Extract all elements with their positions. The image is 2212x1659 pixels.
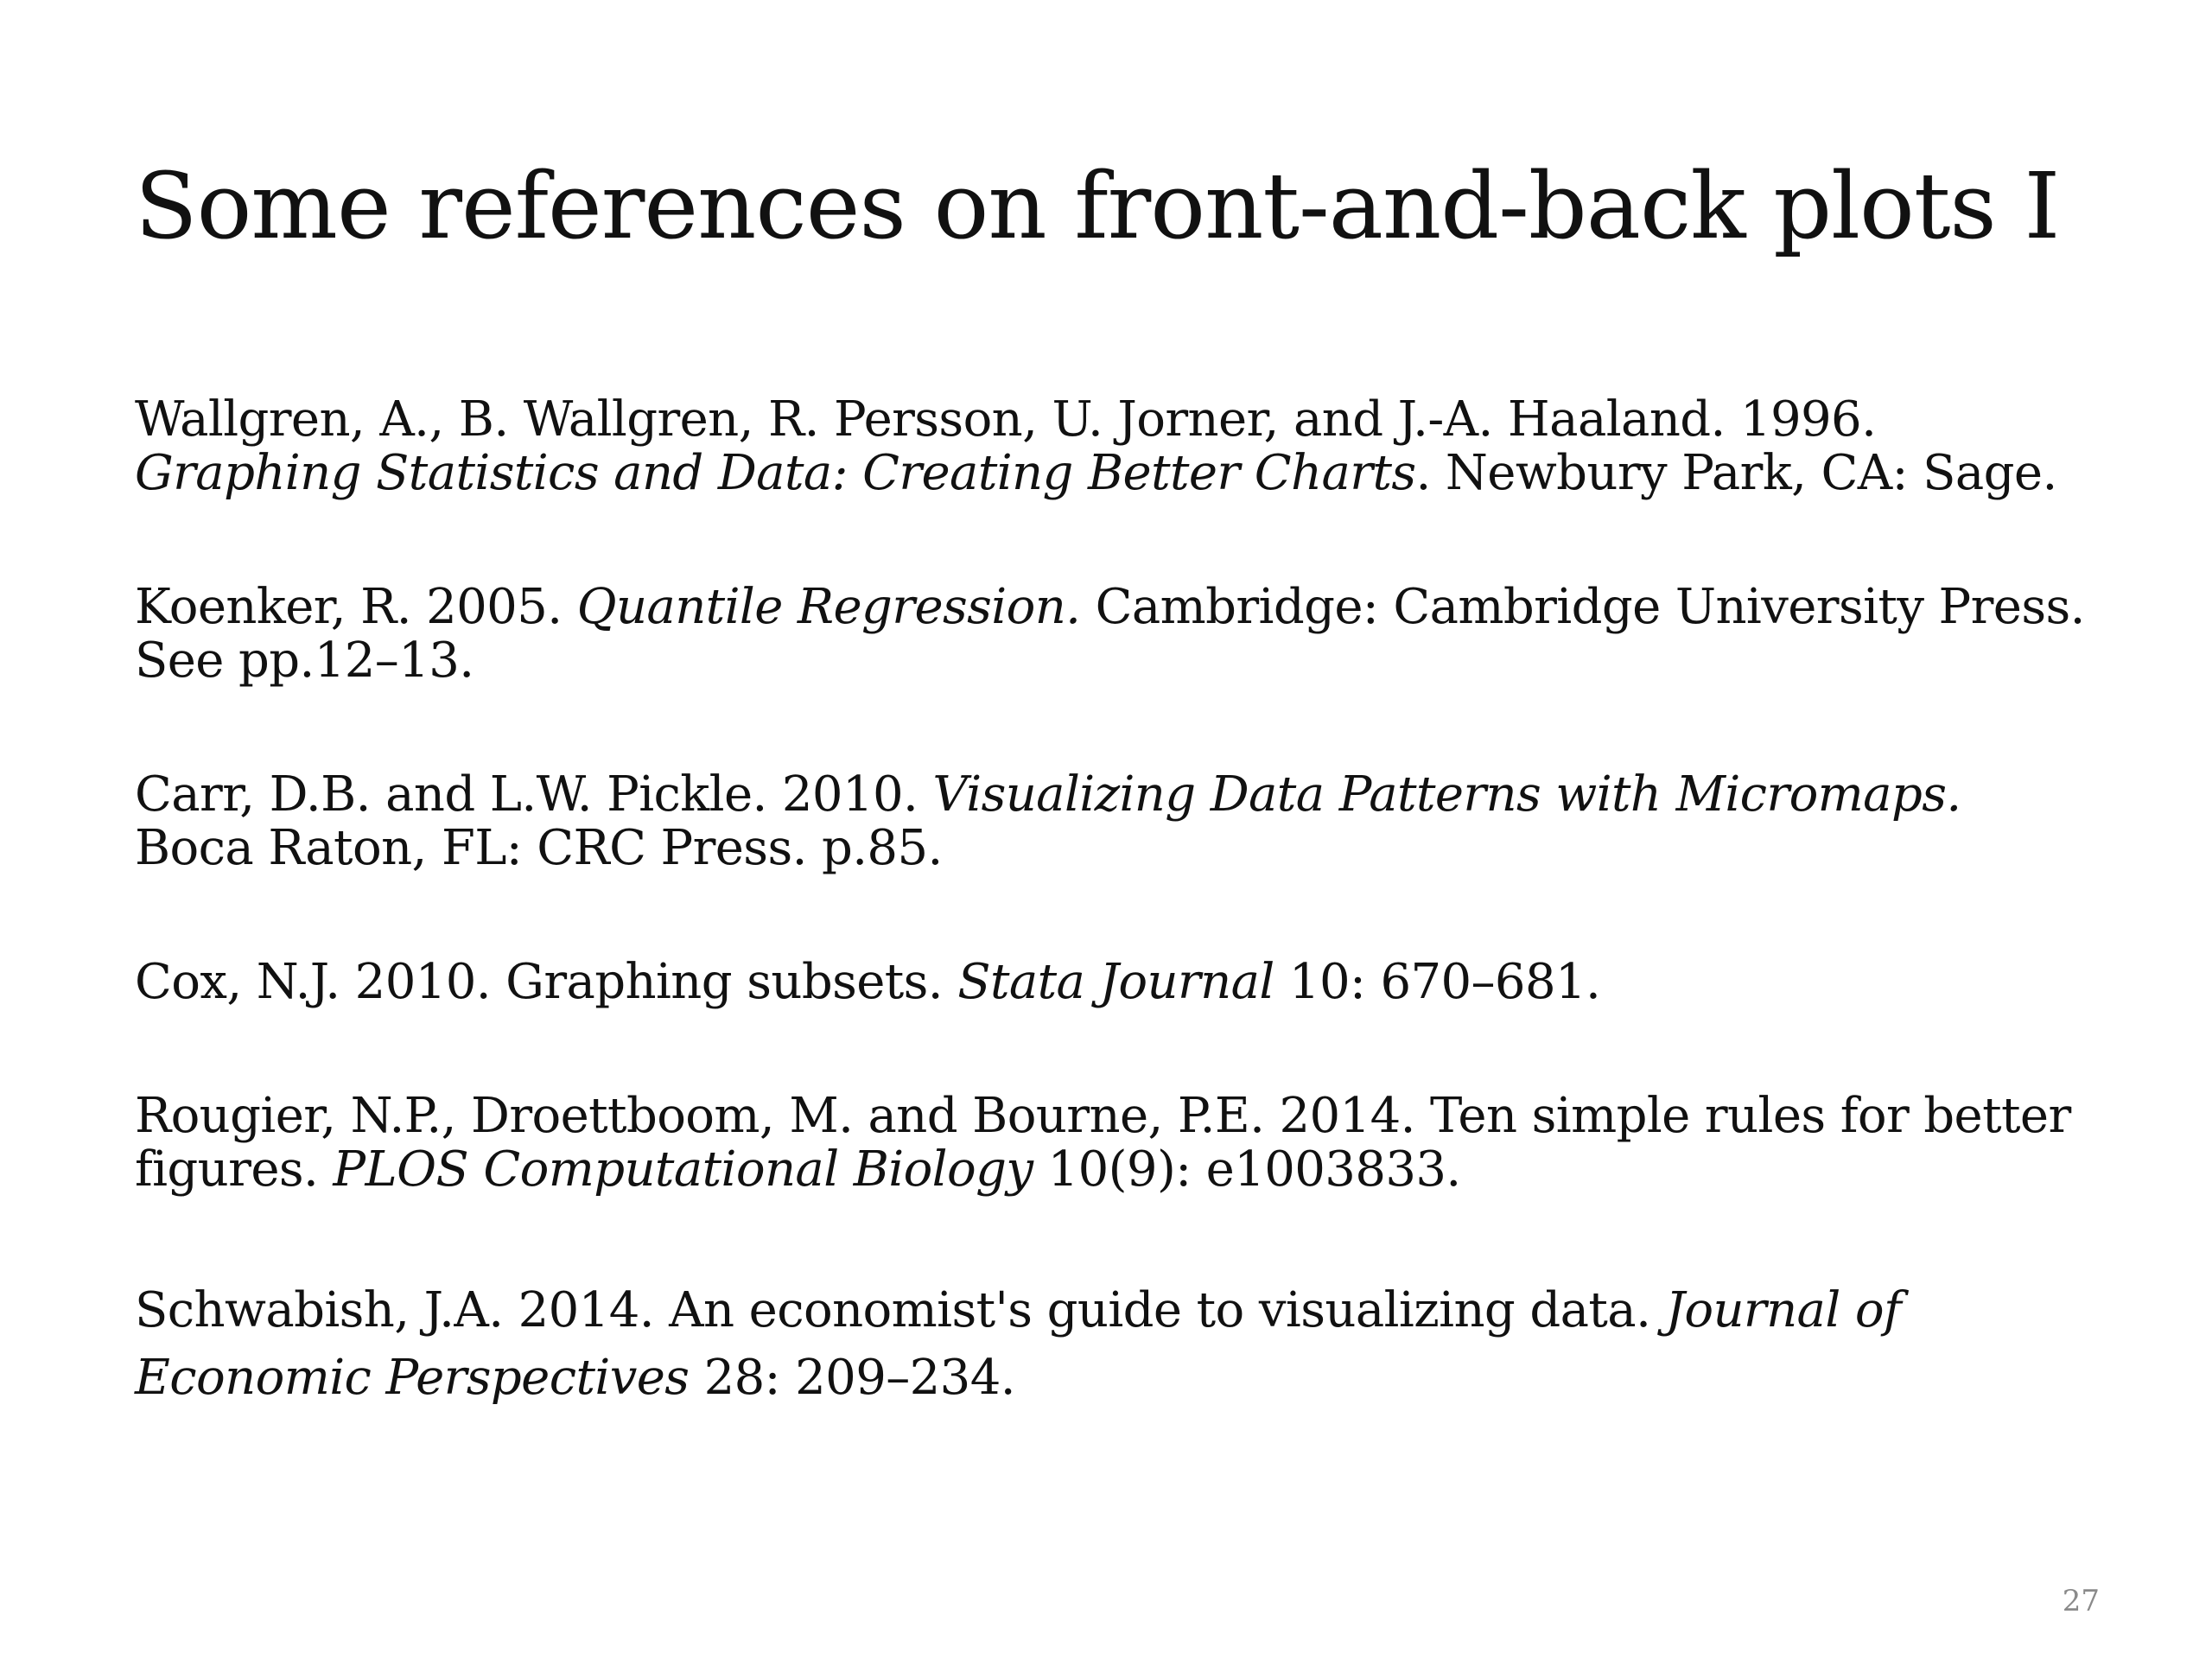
reference-text: Koenker, R. 2005. — [135, 579, 577, 635]
reference-text: 10: 670–681. — [1274, 954, 1601, 1010]
reference-title: Graphing Statistics and Data: Creating Better Charts — [135, 445, 1416, 501]
reference-title: Journal of Economic Perspectives — [135, 1282, 1902, 1406]
reference-text: 10(9): e1003833. — [1033, 1141, 1461, 1198]
reference-item — [135, 768, 2088, 875]
page-number: 27 — [2062, 1584, 2100, 1618]
reference-title: Quantile Regression. — [576, 579, 1081, 635]
reference-text: Boca Raton, FL: CRC Press. p.85. — [135, 820, 943, 876]
reference-title: Stata Journal — [957, 954, 1274, 1010]
reference-text: Cambridge: Cambridge University Press. See pp.12–13. — [135, 579, 2085, 689]
reference-item — [135, 1277, 2088, 1412]
reference-text: . Newbury Park, CA: Sage. — [1415, 445, 2057, 501]
reference-item — [135, 393, 2088, 500]
reference-text: 28: 209–234. — [689, 1350, 1015, 1406]
reference-text: Schwabish, J.A. 2014. An economist's guide to visualizing data. — [135, 1282, 1666, 1338]
reference-item — [135, 581, 2088, 688]
reference-item — [135, 956, 2088, 1009]
slide-title: Some references on front-and-back plots I — [135, 153, 2060, 259]
reference-text: Rougier, N.P., Droettboom, M. and Bourne, P.E. 2014. Ten simple rules for better figures. — [135, 1088, 2071, 1198]
reference-title: Visualizing Data Patterns with Micromaps. — [932, 766, 1961, 823]
reference-text: Carr, D.B. and L.W. Pickle. 2010. — [135, 766, 933, 823]
reference-text: Wallgren, A., B. Wallgren, R. Persson, U. Jorner, and J.-A. Haaland. 1996. — [135, 391, 1877, 448]
reference-item — [135, 1090, 2088, 1197]
reference-title: PLOS Computational Biology — [333, 1141, 1033, 1198]
reference-text: Cox, N.J. 2010. Graphing subsets. — [135, 954, 958, 1010]
reference-list — [135, 393, 2088, 1412]
